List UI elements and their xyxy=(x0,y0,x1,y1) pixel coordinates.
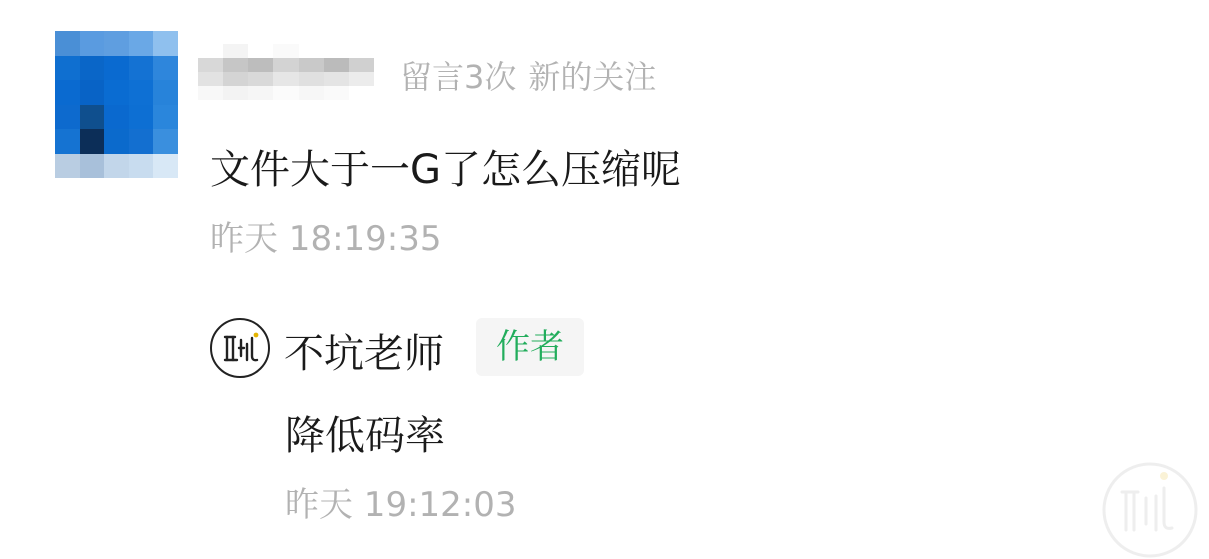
comment-count: 留言3次 xyxy=(400,58,517,96)
reply-text: 降低码率 xyxy=(285,413,445,459)
watermark-logo xyxy=(1098,458,1202,559)
commenter-name-blurred[interactable] xyxy=(198,44,374,100)
new-follow-label: 新的关注 xyxy=(528,58,657,96)
author-name[interactable]: 不坑老师 xyxy=(284,331,444,377)
author-avatar[interactable] xyxy=(210,318,270,378)
author-logo-icon xyxy=(212,320,268,376)
comment-timestamp: 昨天 18:19:35 xyxy=(210,219,442,259)
comment-text: 文件大于一G了怎么压缩呢 xyxy=(210,147,681,193)
commenter-avatar[interactable] xyxy=(55,31,178,178)
author-badge: 作者 xyxy=(476,318,584,376)
reply-timestamp: 昨天 19:12:03 xyxy=(285,485,517,525)
comment-meta xyxy=(400,52,656,98)
